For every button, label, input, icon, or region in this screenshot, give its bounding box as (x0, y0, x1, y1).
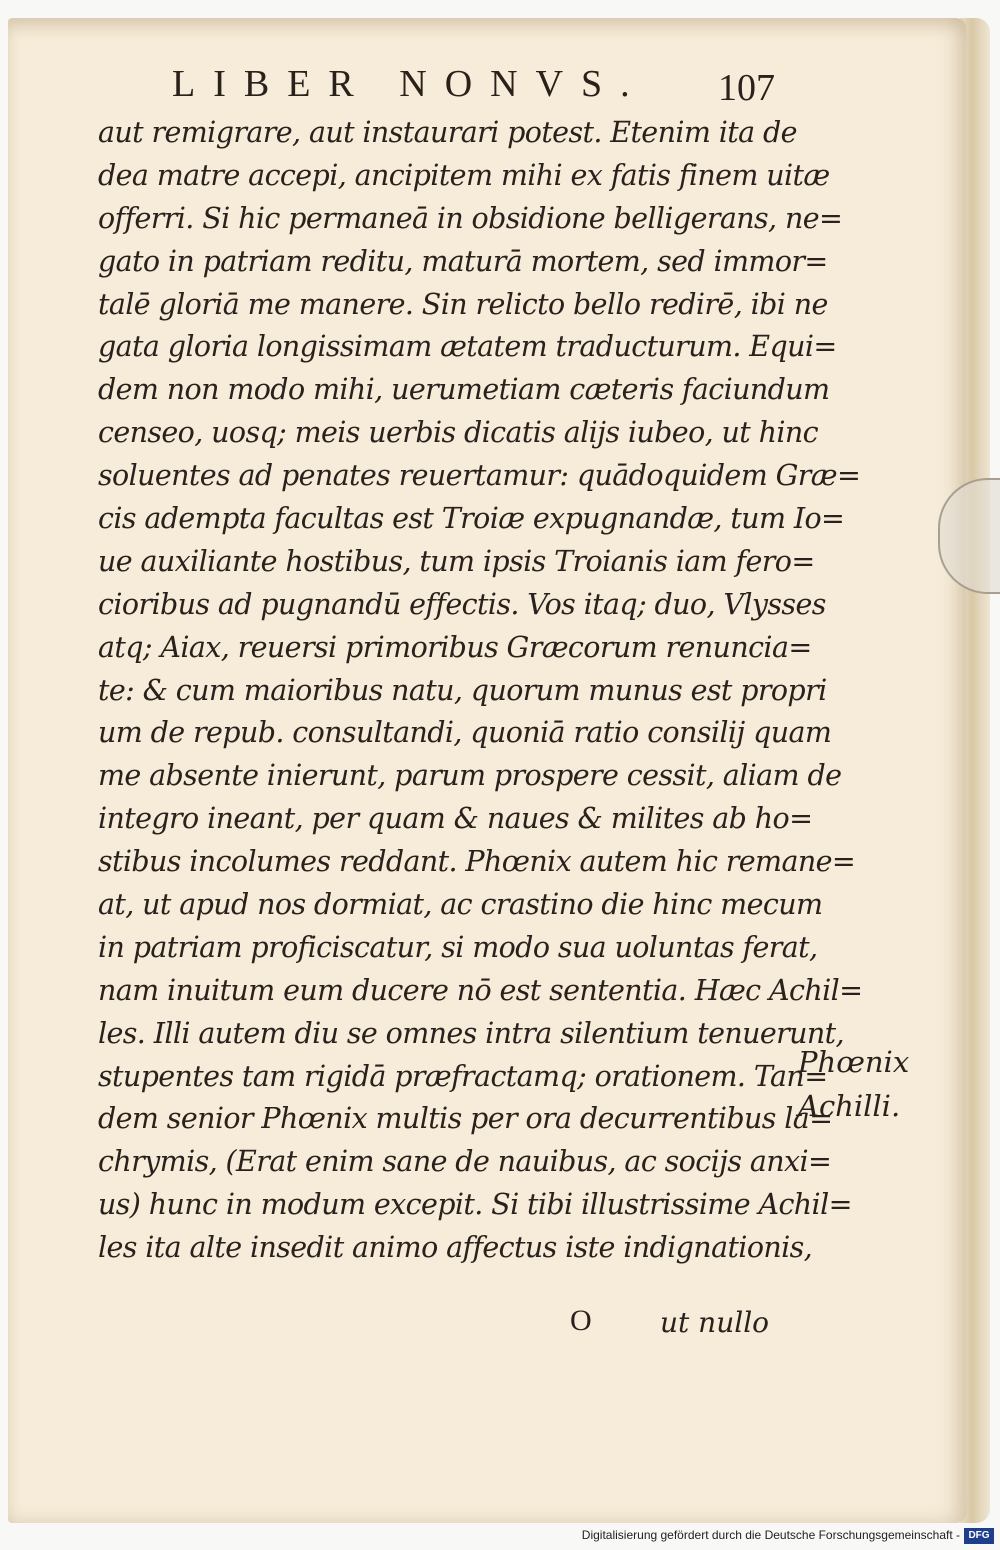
text-line: censeo, uosq; meis uerbis dicatis alijs iubeo, ut hinc (98, 416, 818, 450)
text-line: chrymis, (Erat enim sane de nauibus, ac socijs anxi= (98, 1145, 832, 1179)
text-line: les ita alte insedit animo affectus iste indignationis, (98, 1231, 813, 1265)
text-line: in patriam proficiscatur, si modo sua uoluntas ferat, (98, 930, 818, 964)
page-header (150, 62, 790, 112)
text-line: stupentes tam rigidā præfractamq; orationem. Tan= (98, 1059, 828, 1093)
marginal-note-line: Achilli. (798, 1089, 901, 1123)
dfg-logo: DFG (964, 1528, 994, 1544)
text-line: soluentes ad penates reuertamur: quādoquidem Græ= (98, 459, 861, 493)
signature-mark: O (570, 1304, 592, 1337)
text-line: talē gloriā me manere. Sin relicto bello redirē, ibi ne (98, 287, 828, 321)
folio-number: 107 (718, 67, 775, 109)
marginal-note-line: Phœnix (798, 1045, 910, 1079)
text-line: aut remigrare, aut instaurari potest. Etenim ita de (98, 116, 797, 149)
text-line: les. Illi autem diu se omnes intra silentium tenuerunt, (98, 1016, 844, 1050)
text-line: offerri. Si hic permaneā in obsidione belligerans, ne= (98, 201, 843, 235)
text-line: cis adempta facultas est Troiæ expugnandæ, tum Io= (98, 502, 845, 536)
text-line: integro ineant, per quam & naues & milites ab ho= (98, 802, 813, 836)
text-line: dea matre accepi, ancipitem mihi ex fatis finem uitæ (98, 158, 830, 192)
catchword: ut nullo (660, 1306, 770, 1339)
text-line: dem senior Phœnix multis per ora decurrentibus la= (98, 1102, 833, 1136)
text-line: at, ut apud nos dormiat, ac crastino die hinc mecum (98, 888, 823, 922)
digitization-credit: Digitalisierung gefördert durch die Deutsche Forschungsgemeinschaft - (581, 1528, 960, 1542)
text-line: ue auxiliante hostibus, tum ipsis Troianis iam fero= (98, 544, 815, 578)
text-line: stibus incolumes reddant. Phœnix autem hic remane= (98, 845, 856, 879)
text-line: dem non modo mihi, uerumetiam cæteris faciundum (98, 373, 830, 407)
text-line: me absente inierunt, parum prospere cessit, aliam de (98, 759, 842, 793)
text-line: te: & cum maioribus natu, quorum munus est propri (98, 673, 827, 707)
marginal-note (798, 1040, 909, 1128)
text-line: cioribus ad pugnandū effectis. Vos itaq; duo, Vlysses (98, 587, 826, 621)
text-line: um de repub. consultandi, quoniā ratio consilij quam (98, 716, 832, 750)
text-line: atq; Aiax, reuersi primoribus Græcorum renuncia= (98, 630, 812, 664)
text-line: gato in patriam reditu, maturā mortem, sed immor= (98, 244, 828, 278)
text-line: us) hunc in modum excepit. Si tibi illustrissime Achil= (98, 1188, 852, 1222)
running-head: LIBER NONVS. (172, 63, 648, 105)
text-line: nam inuitum eum ducere nō est sententia. Hæc Achil= (98, 973, 863, 1007)
text-line: gata gloria longissimam ætatem traducturum. Equi= (98, 330, 837, 364)
